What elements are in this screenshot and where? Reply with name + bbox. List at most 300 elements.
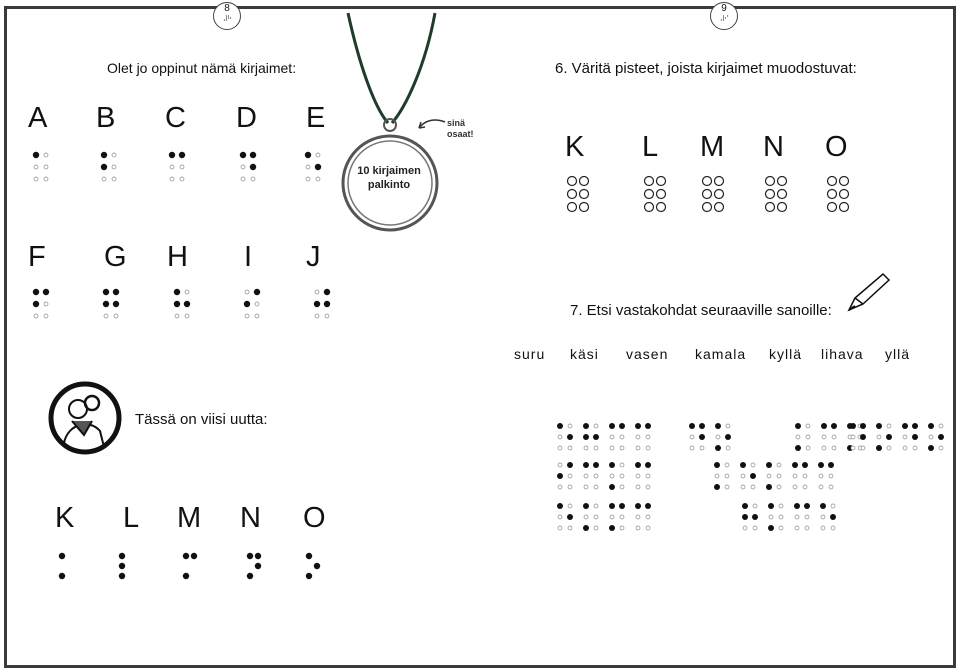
braille-dot-filled bbox=[183, 553, 189, 559]
braille-dot-empty bbox=[568, 446, 572, 450]
braille-dot-filled bbox=[567, 462, 573, 468]
braille-dot-filled bbox=[740, 462, 746, 468]
braille-dot-empty bbox=[887, 446, 891, 450]
braille-dot-filled bbox=[792, 462, 798, 468]
braille-dot-empty bbox=[620, 515, 624, 519]
braille-cell-j bbox=[314, 289, 330, 318]
answer-braille-cell bbox=[583, 423, 599, 450]
braille-dot-empty bbox=[584, 515, 588, 519]
braille-dot-filled bbox=[101, 152, 107, 158]
braille-cell-i bbox=[244, 289, 260, 318]
medal-note-line2: osaat! bbox=[447, 129, 474, 139]
learned-letter-h: H bbox=[167, 241, 188, 273]
braille-dot-filled bbox=[119, 563, 125, 569]
braille-dot-empty bbox=[939, 424, 943, 428]
braille-dot-empty bbox=[306, 165, 310, 169]
new-letter-o: O bbox=[303, 502, 326, 534]
braille-dot-empty bbox=[646, 474, 650, 478]
braille-dot-filled bbox=[609, 462, 615, 468]
task7-word: suru bbox=[514, 346, 546, 362]
answer-braille-cell bbox=[609, 462, 624, 490]
braille-dot-empty bbox=[725, 474, 729, 478]
braille-dot-filled bbox=[886, 434, 892, 440]
braille-dot-empty bbox=[793, 474, 797, 478]
braille-dot-empty bbox=[778, 190, 787, 199]
braille-dot-filled bbox=[609, 423, 615, 429]
learned-letter-g: G bbox=[104, 241, 127, 273]
braille-dot-empty bbox=[594, 485, 598, 489]
braille-dot-filled bbox=[169, 152, 175, 158]
braille-dot-empty bbox=[170, 165, 174, 169]
braille-dot-empty bbox=[851, 435, 855, 439]
learned-letter-i: I bbox=[244, 241, 253, 273]
braille-dot-empty bbox=[645, 177, 654, 186]
learned-letter-f: F bbox=[28, 241, 46, 273]
braille-dot-empty bbox=[913, 446, 917, 450]
braille-dot-filled bbox=[240, 152, 246, 158]
braille-dot-filled bbox=[850, 423, 856, 429]
braille-dot-empty bbox=[620, 463, 624, 467]
answer-braille-cell bbox=[635, 462, 651, 489]
answer-braille-cell bbox=[794, 503, 810, 530]
braille-dot-empty bbox=[580, 203, 589, 212]
braille-dot-empty bbox=[594, 446, 598, 450]
braille-dot-empty bbox=[828, 177, 837, 186]
braille-dot-filled bbox=[33, 301, 39, 307]
braille-dot-empty bbox=[753, 526, 757, 530]
braille-dot-empty bbox=[306, 177, 310, 181]
braille-dot-empty bbox=[594, 526, 598, 530]
task6-instruction: 6. Väritä pisteet, joista kirjaimet muodostuvat: bbox=[555, 60, 857, 77]
braille-dot-empty bbox=[316, 177, 320, 181]
braille-dot-empty bbox=[558, 435, 562, 439]
braille-dot-empty bbox=[777, 463, 781, 467]
braille-dot-filled bbox=[593, 434, 599, 440]
braille-dot-filled bbox=[714, 484, 720, 490]
braille-dot-empty bbox=[769, 515, 773, 519]
braille-dot-empty bbox=[819, 485, 823, 489]
braille-dot-empty bbox=[44, 177, 48, 181]
answer-braille-cell bbox=[792, 462, 808, 489]
braille-dot-filled bbox=[113, 301, 119, 307]
braille-dot-empty bbox=[861, 446, 865, 450]
braille-dot-empty bbox=[646, 485, 650, 489]
braille-dot-empty bbox=[646, 526, 650, 530]
task6-cell-m bbox=[703, 177, 724, 212]
braille-dot-filled bbox=[750, 473, 756, 479]
new-braille-cell-k bbox=[59, 553, 65, 579]
braille-dot-empty bbox=[568, 526, 572, 530]
task7-word: lihava bbox=[821, 346, 864, 362]
braille-dot-empty bbox=[568, 424, 572, 428]
answer-braille-cell bbox=[742, 503, 758, 530]
medal-note-line1: sinä bbox=[447, 118, 466, 128]
braille-dot-empty bbox=[558, 526, 562, 530]
braille-dot-empty bbox=[104, 314, 108, 318]
task6-cell-o bbox=[828, 177, 849, 212]
braille-dot-empty bbox=[657, 177, 666, 186]
braille-dot-empty bbox=[112, 165, 116, 169]
braille-dot-empty bbox=[170, 177, 174, 181]
braille-dot-empty bbox=[255, 314, 259, 318]
braille-dot-empty bbox=[34, 165, 38, 169]
braille-dot-filled bbox=[742, 514, 748, 520]
learned-letter-j: J bbox=[306, 241, 321, 273]
braille-dot-empty bbox=[636, 474, 640, 478]
braille-dot-empty bbox=[185, 314, 189, 318]
learned-letter-d: D bbox=[236, 102, 257, 134]
task7-word: yllä bbox=[885, 346, 911, 362]
task7-word: kyllä bbox=[769, 346, 803, 362]
braille-dot-empty bbox=[796, 435, 800, 439]
braille-dot-empty bbox=[44, 165, 48, 169]
braille-dot-filled bbox=[191, 553, 197, 559]
braille-dot-filled bbox=[902, 423, 908, 429]
answer-braille-cell bbox=[689, 423, 705, 450]
task6-letter-l: L bbox=[642, 131, 659, 163]
braille-dot-filled bbox=[583, 423, 589, 429]
braille-dot-filled bbox=[645, 423, 651, 429]
braille-dot-filled bbox=[557, 503, 563, 509]
braille-dot-empty bbox=[568, 190, 577, 199]
braille-dot-filled bbox=[635, 503, 641, 509]
braille-dot-empty bbox=[636, 446, 640, 450]
task6-cell-n bbox=[766, 177, 787, 212]
braille-dot-empty bbox=[44, 153, 48, 157]
braille-dot-empty bbox=[743, 526, 747, 530]
answer-braille-cell bbox=[715, 423, 731, 451]
braille-dot-empty bbox=[840, 190, 849, 199]
medal-line2: palkinto bbox=[367, 179, 411, 191]
braille-dot-filled bbox=[635, 423, 641, 429]
braille-dot-empty bbox=[831, 504, 835, 508]
braille-dot-empty bbox=[636, 526, 640, 530]
braille-dot-empty bbox=[741, 485, 745, 489]
braille-dot-empty bbox=[690, 435, 694, 439]
new-braille-cell-m bbox=[183, 553, 197, 579]
braille-dot-filled bbox=[768, 525, 774, 531]
task6-letter-m: M bbox=[700, 131, 725, 163]
braille-dot-empty bbox=[703, 203, 712, 212]
braille-dot-filled bbox=[619, 423, 625, 429]
answer-braille-cell bbox=[583, 462, 599, 489]
braille-dot-empty bbox=[620, 435, 624, 439]
braille-dot-empty bbox=[829, 474, 833, 478]
braille-dot-empty bbox=[806, 446, 810, 450]
answer-braille-cell bbox=[902, 423, 918, 450]
braille-dot-empty bbox=[594, 515, 598, 519]
braille-dot-filled bbox=[174, 289, 180, 295]
braille-dot-filled bbox=[820, 503, 826, 509]
braille-dot-empty bbox=[767, 474, 771, 478]
braille-dot-filled bbox=[315, 164, 321, 170]
braille-dot-filled bbox=[59, 573, 65, 579]
braille-dot-empty bbox=[766, 203, 775, 212]
answer-braille-cell bbox=[818, 462, 834, 489]
braille-dot-empty bbox=[646, 446, 650, 450]
braille-dot-filled bbox=[795, 423, 801, 429]
braille-dot-empty bbox=[180, 165, 184, 169]
braille-dot-filled bbox=[250, 164, 256, 170]
braille-dot-filled bbox=[802, 462, 808, 468]
braille-dot-filled bbox=[33, 152, 39, 158]
braille-dot-empty bbox=[657, 190, 666, 199]
braille-dot-empty bbox=[180, 177, 184, 181]
braille-dot-empty bbox=[594, 504, 598, 508]
braille-dot-empty bbox=[753, 504, 757, 508]
braille-dot-filled bbox=[818, 462, 824, 468]
braille-dot-filled bbox=[830, 514, 836, 520]
new-letter-n: N bbox=[240, 502, 261, 534]
braille-dot-empty bbox=[646, 435, 650, 439]
answer-braille-cell bbox=[635, 503, 651, 530]
braille-cell-g bbox=[103, 289, 119, 318]
task7-word: vasen bbox=[626, 346, 669, 362]
braille-dot-filled bbox=[821, 423, 827, 429]
braille-dot-empty bbox=[851, 446, 855, 450]
answer-braille-cell bbox=[766, 462, 781, 490]
answer-braille-cell bbox=[609, 503, 625, 531]
braille-dot-filled bbox=[619, 503, 625, 509]
task7-word: käsi bbox=[570, 346, 599, 362]
braille-dot-filled bbox=[928, 445, 934, 451]
braille-dot-empty bbox=[725, 463, 729, 467]
braille-dot-filled bbox=[860, 423, 866, 429]
answer-braille-cell bbox=[876, 423, 892, 451]
braille-dot-empty bbox=[610, 515, 614, 519]
braille-dot-filled bbox=[928, 423, 934, 429]
braille-dot-filled bbox=[255, 553, 261, 559]
braille-dot-empty bbox=[690, 446, 694, 450]
braille-dot-empty bbox=[584, 446, 588, 450]
braille-dot-filled bbox=[179, 152, 185, 158]
braille-dot-empty bbox=[903, 435, 907, 439]
learned-letter-c: C bbox=[165, 102, 186, 134]
braille-dot-empty bbox=[657, 203, 666, 212]
answer-braille-cell bbox=[821, 423, 837, 450]
braille-dot-empty bbox=[840, 203, 849, 212]
braille-dot-empty bbox=[558, 515, 562, 519]
braille-cell-h bbox=[174, 289, 190, 318]
page-number-right-braille: ⠼⠊ bbox=[719, 16, 729, 23]
braille-dot-empty bbox=[636, 435, 640, 439]
braille-dot-empty bbox=[831, 526, 835, 530]
braille-dot-empty bbox=[580, 190, 589, 199]
braille-dot-filled bbox=[314, 301, 320, 307]
braille-cell-a bbox=[33, 152, 48, 181]
braille-dot-filled bbox=[557, 423, 563, 429]
braille-dot-empty bbox=[715, 190, 724, 199]
braille-dot-empty bbox=[741, 474, 745, 478]
braille-dot-filled bbox=[557, 473, 563, 479]
task7-instruction: 7. Etsi vastakohdat seuraaville sanoille: bbox=[570, 302, 832, 319]
braille-dot-empty bbox=[645, 190, 654, 199]
braille-dot-empty bbox=[558, 485, 562, 489]
new-letter-k: K bbox=[55, 502, 75, 534]
braille-dot-filled bbox=[609, 484, 615, 490]
braille-dot-empty bbox=[44, 302, 48, 306]
braille-dot-empty bbox=[929, 435, 933, 439]
braille-dot-empty bbox=[803, 485, 807, 489]
braille-dot-filled bbox=[305, 152, 311, 158]
new-braille-cell-n bbox=[247, 553, 261, 579]
braille-dot-filled bbox=[912, 423, 918, 429]
braille-dot-empty bbox=[832, 446, 836, 450]
braille-dot-empty bbox=[620, 485, 624, 489]
braille-dot-empty bbox=[315, 314, 319, 318]
braille-dot-empty bbox=[793, 485, 797, 489]
braille-dot-empty bbox=[803, 474, 807, 478]
braille-dot-empty bbox=[715, 177, 724, 186]
braille-cell-d bbox=[240, 152, 256, 181]
task7-word: kamala bbox=[695, 346, 747, 362]
braille-dot-empty bbox=[245, 290, 249, 294]
braille-dot-empty bbox=[703, 190, 712, 199]
braille-dot-empty bbox=[594, 424, 598, 428]
braille-dot-empty bbox=[887, 424, 891, 428]
braille-dot-empty bbox=[832, 435, 836, 439]
braille-dot-empty bbox=[819, 474, 823, 478]
braille-dot-filled bbox=[119, 573, 125, 579]
braille-dot-filled bbox=[247, 553, 253, 559]
braille-dot-filled bbox=[583, 462, 589, 468]
braille-dot-filled bbox=[119, 553, 125, 559]
braille-dot-empty bbox=[114, 314, 118, 318]
braille-dot-empty bbox=[822, 446, 826, 450]
new-letter-m: M bbox=[177, 502, 202, 534]
braille-dot-filled bbox=[174, 301, 180, 307]
task6-letter-o: O bbox=[825, 131, 848, 163]
braille-dot-empty bbox=[646, 515, 650, 519]
new-braille-cell-o bbox=[306, 553, 320, 579]
braille-dot-filled bbox=[795, 445, 801, 451]
braille-cell-f bbox=[33, 289, 49, 318]
braille-dot-filled bbox=[699, 423, 705, 429]
braille-dot-empty bbox=[315, 290, 319, 294]
braille-dot-empty bbox=[726, 446, 730, 450]
braille-dot-empty bbox=[245, 314, 249, 318]
braille-dot-empty bbox=[903, 446, 907, 450]
braille-dot-filled bbox=[689, 423, 695, 429]
braille-dot-empty bbox=[806, 435, 810, 439]
braille-dot-filled bbox=[725, 434, 731, 440]
braille-dot-filled bbox=[645, 462, 651, 468]
braille-dot-empty bbox=[610, 474, 614, 478]
braille-dot-empty bbox=[568, 474, 572, 478]
braille-dot-empty bbox=[822, 435, 826, 439]
task6-letter-n: N bbox=[763, 131, 784, 163]
intro-text: Olet jo oppinut nämä kirjaimet: bbox=[107, 60, 297, 76]
braille-dot-empty bbox=[795, 515, 799, 519]
braille-dot-filled bbox=[804, 503, 810, 509]
answer-braille-cell bbox=[820, 503, 836, 530]
braille-dot-empty bbox=[251, 177, 255, 181]
braille-dot-empty bbox=[779, 504, 783, 508]
answer-braille-cell bbox=[635, 423, 651, 450]
braille-dot-filled bbox=[103, 301, 109, 307]
braille-dot-filled bbox=[609, 503, 615, 509]
braille-dot-empty bbox=[751, 463, 755, 467]
braille-dot-empty bbox=[766, 177, 775, 186]
braille-cell-c bbox=[169, 152, 185, 181]
braille-dot-filled bbox=[828, 462, 834, 468]
braille-dot-filled bbox=[33, 289, 39, 295]
braille-dot-empty bbox=[939, 446, 943, 450]
braille-dot-filled bbox=[43, 289, 49, 295]
braille-dot-empty bbox=[821, 526, 825, 530]
braille-dot-filled bbox=[752, 514, 758, 520]
braille-dot-filled bbox=[583, 525, 589, 531]
braille-dot-filled bbox=[766, 462, 772, 468]
braille-dot-filled bbox=[255, 563, 261, 569]
answer-braille-cell bbox=[768, 503, 783, 531]
braille-dot-empty bbox=[700, 446, 704, 450]
braille-cell-b bbox=[101, 152, 116, 181]
braille-dot-empty bbox=[102, 177, 106, 181]
braille-dot-empty bbox=[255, 302, 259, 306]
braille-dot-empty bbox=[766, 190, 775, 199]
learned-letter-e: E bbox=[306, 102, 326, 134]
new-letters-title: Tässä on viisi uutta: bbox=[135, 411, 268, 428]
braille-dot-empty bbox=[568, 485, 572, 489]
braille-dot-filled bbox=[699, 434, 705, 440]
braille-dot-empty bbox=[806, 424, 810, 428]
braille-dot-empty bbox=[715, 203, 724, 212]
braille-dot-empty bbox=[805, 526, 809, 530]
answer-braille-cell bbox=[583, 503, 598, 531]
braille-dot-filled bbox=[254, 289, 260, 295]
page-number-right-text: 9 bbox=[721, 3, 727, 14]
braille-dot-filled bbox=[567, 514, 573, 520]
answer-braille-cell bbox=[609, 423, 625, 450]
answer-braille-cell bbox=[557, 462, 573, 489]
answer-braille-cell bbox=[795, 423, 810, 451]
braille-dot-filled bbox=[567, 434, 573, 440]
braille-dot-empty bbox=[751, 485, 755, 489]
answer-braille-cell bbox=[928, 423, 944, 451]
braille-dot-empty bbox=[620, 446, 624, 450]
braille-dot-empty bbox=[829, 485, 833, 489]
braille-dot-empty bbox=[44, 314, 48, 318]
braille-dot-filled bbox=[184, 301, 190, 307]
braille-dot-filled bbox=[714, 462, 720, 468]
braille-dot-filled bbox=[635, 462, 641, 468]
braille-dot-filled bbox=[306, 553, 312, 559]
braille-dot-empty bbox=[112, 177, 116, 181]
task6-letter-k: K bbox=[565, 131, 585, 163]
braille-dot-filled bbox=[101, 164, 107, 170]
braille-dot-empty bbox=[645, 203, 654, 212]
braille-dot-empty bbox=[636, 515, 640, 519]
braille-dot-filled bbox=[715, 423, 721, 429]
braille-dot-filled bbox=[583, 434, 589, 440]
braille-dot-filled bbox=[860, 434, 866, 440]
braille-dot-empty bbox=[34, 314, 38, 318]
braille-dot-empty bbox=[725, 485, 729, 489]
braille-dot-filled bbox=[912, 434, 918, 440]
braille-dot-filled bbox=[244, 301, 250, 307]
braille-dot-empty bbox=[777, 485, 781, 489]
braille-dot-empty bbox=[715, 474, 719, 478]
braille-dot-empty bbox=[112, 153, 116, 157]
braille-dot-filled bbox=[831, 423, 837, 429]
learned-letter-a: A bbox=[28, 102, 48, 134]
page-number-left-braille: ⠼⠓ bbox=[222, 16, 232, 23]
braille-dot-filled bbox=[183, 573, 189, 579]
braille-dot-empty bbox=[620, 526, 624, 530]
braille-dot-empty bbox=[584, 485, 588, 489]
new-letter-l: L bbox=[123, 502, 140, 534]
